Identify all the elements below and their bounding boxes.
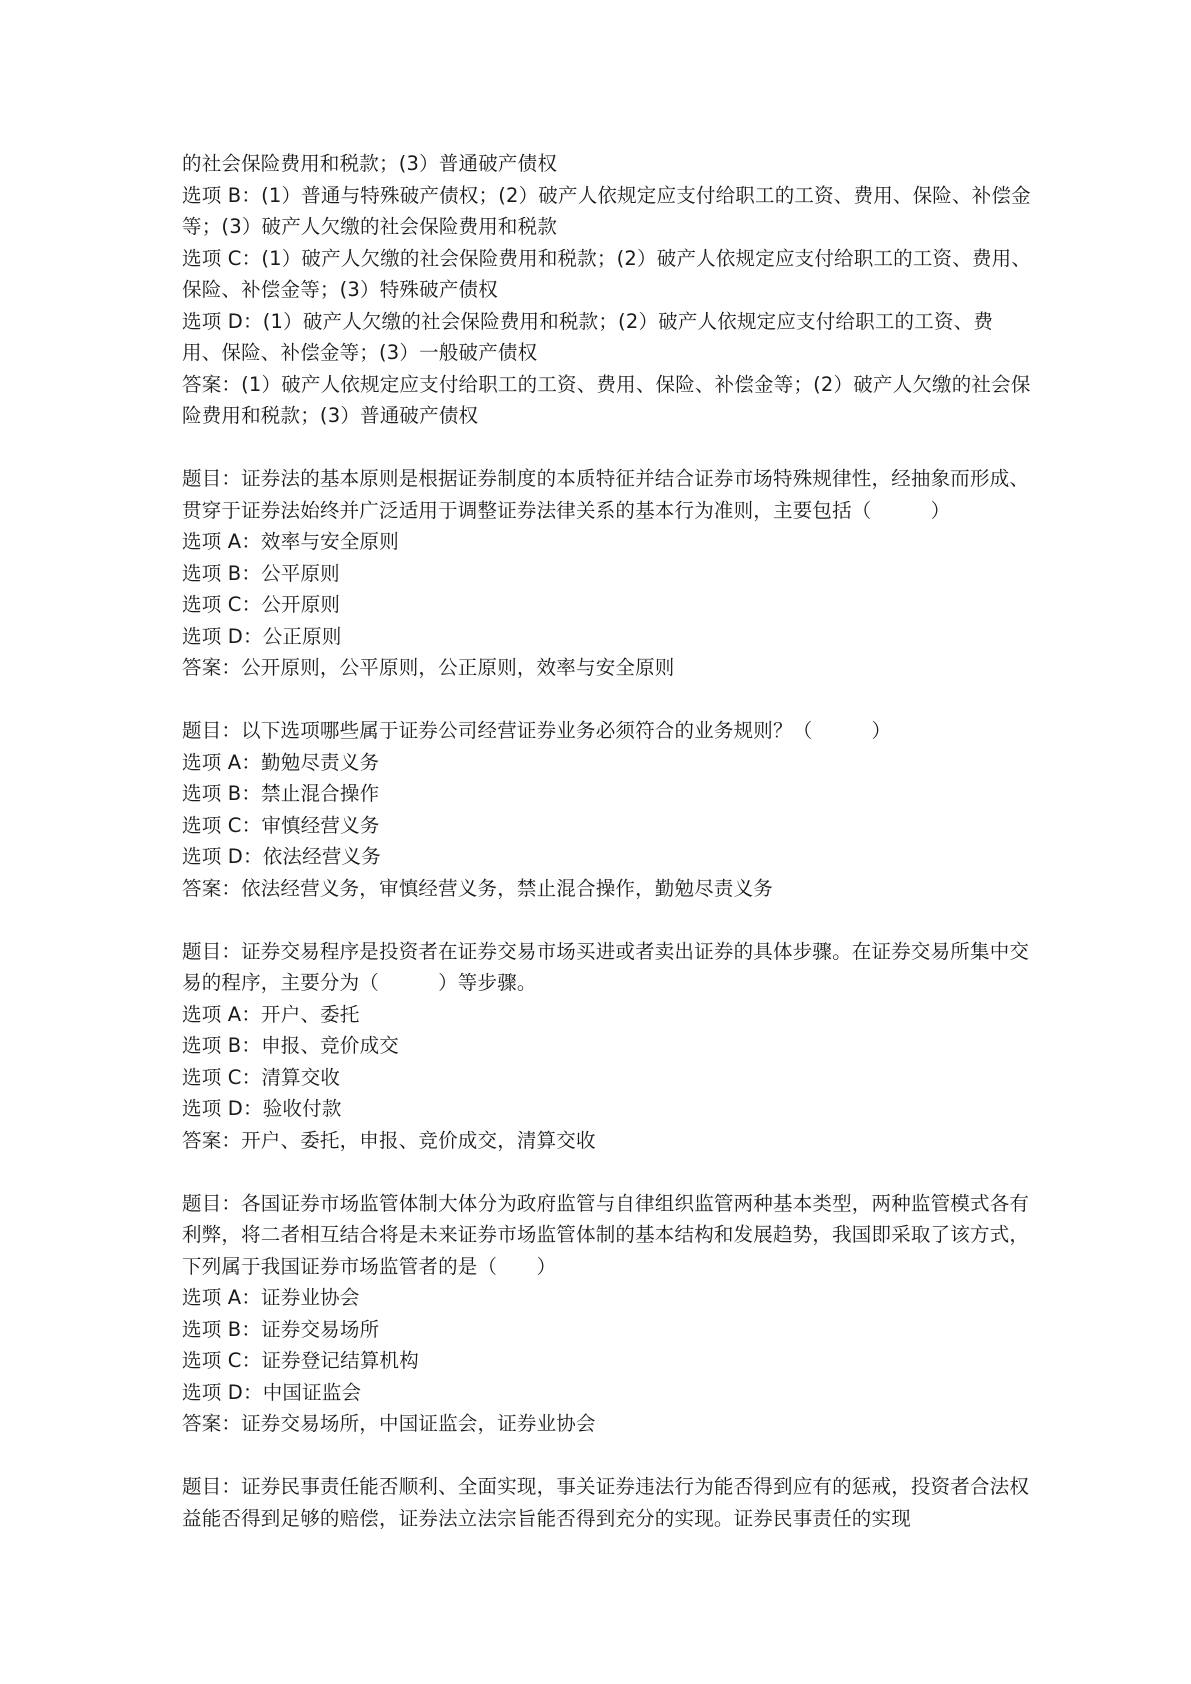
question-block xyxy=(182,715,1032,904)
question-continuation: 的社会保险费用和税款；(3）普通破产债权 xyxy=(182,152,558,175)
question-block xyxy=(182,148,1032,432)
option-b: 选项 B：证券交易场所 xyxy=(182,1317,380,1341)
option-a: 选项 A：证券业协会 xyxy=(182,1286,360,1309)
option-c: 选项 C：证券登记结算机构 xyxy=(182,1349,419,1372)
option-d: 选项 D：中国证监会 xyxy=(182,1380,362,1404)
option-d: 选项 D：依法经营义务 xyxy=(182,845,381,868)
option-c: 选项 C：公开原则 xyxy=(182,593,341,616)
option-c: 选项 C：清算交收 xyxy=(182,1065,341,1089)
question-title: 题目：证券民事责任能否顺利、全面实现，事关证券违法行为能否得到应有的惩戒，投资者合法权益能否得到足够的赔偿，证券法立法宗旨能否得到充分的实现。证券民事责任的实现 xyxy=(182,1475,1030,1530)
option-d: 选项 D：(1）破产人欠缴的社会保险费用和税款；(2）破产人依规定应支付给职工的工资、费用、保险、补偿金等；(3）一般破产债权 xyxy=(182,309,994,364)
answer: 答案：公开原则，公平原则，公正原则，效率与安全原则 xyxy=(182,656,675,679)
option-a: 选项 A：勤勉尽责义务 xyxy=(182,750,380,774)
block-gap xyxy=(182,1156,1032,1188)
question-title: 题目：证券交易程序是投资者在证券交易市场买进或者卖出证券的具体步骤。在证券交易所集中交易的程序，主要分为（ ）等步骤。 xyxy=(182,939,1030,994)
question-title: 题目：以下选项哪些属于证券公司经营证券业务必须符合的业务规则？（ ） xyxy=(182,719,892,742)
question-block xyxy=(182,1471,1032,1534)
option-d: 选项 D：验收付款 xyxy=(182,1097,342,1120)
question-title: 题目：证券法的基本原则是根据证券制度的本质特征并结合证券市场特殊规律性，经抽象而形成、贯穿于证券法始终并广泛适用于调整证券法律关系的基本行为准则，主要包括（ ） xyxy=(182,467,1030,522)
block-gap xyxy=(182,904,1032,936)
question-block xyxy=(182,463,1032,684)
block-gap xyxy=(182,1440,1032,1472)
block-gap xyxy=(182,684,1032,716)
option-d: 选项 D：公正原则 xyxy=(182,624,342,648)
answer: 答案：依法经营义务，审慎经营义务，禁止混合操作，勤勉尽责义务 xyxy=(182,876,774,900)
option-b: 选项 B：(1）普通与特殊破产债权；(2）破产人依规定应支付给职工的工资、费用、保险、补偿金等；(3）破产人欠缴的社会保险费用和税款 xyxy=(182,183,1031,238)
question-block xyxy=(182,1188,1032,1440)
option-b: 选项 B：公平原则 xyxy=(182,561,340,585)
option-b: 选项 B：申报、竞价成交 xyxy=(182,1034,399,1057)
answer: 答案：开户、委托，申报、竞价成交，清算交收 xyxy=(182,1128,596,1152)
answer: 答案：(1）破产人依规定应支付给职工的工资、费用、保险、补偿金等；(2）破产人欠缴的社会保险费用和税款；(3）普通破产债权 xyxy=(182,372,1031,427)
question-title: 题目：各国证券市场监管体制大体分为政府监管与自律组织监管两种基本类型，两种监管模式各有利弊，将二者相互结合将是未来证券市场监管体制的基本结构和发展趋势，我国即采取了该方式，下列属于我国证券市场监管者的是（ ） xyxy=(182,1191,1030,1278)
option-a: 选项 A：开户、委托 xyxy=(182,1002,360,1026)
option-c: 选项 C：(1）破产人欠缴的社会保险费用和税款；(2）破产人依规定应支付给职工的工资、费用、保险、补偿金等；(3）特殊破产债权 xyxy=(182,246,1032,301)
option-b: 选项 B：禁止混合操作 xyxy=(182,782,380,805)
option-c: 选项 C：审慎经营义务 xyxy=(182,813,380,837)
question-block xyxy=(182,936,1032,1157)
option-a: 选项 A：效率与安全原则 xyxy=(182,530,399,553)
answer: 答案：证券交易场所，中国证监会，证券业协会 xyxy=(182,1412,596,1435)
document-body xyxy=(182,148,1032,1534)
block-gap xyxy=(182,432,1032,464)
